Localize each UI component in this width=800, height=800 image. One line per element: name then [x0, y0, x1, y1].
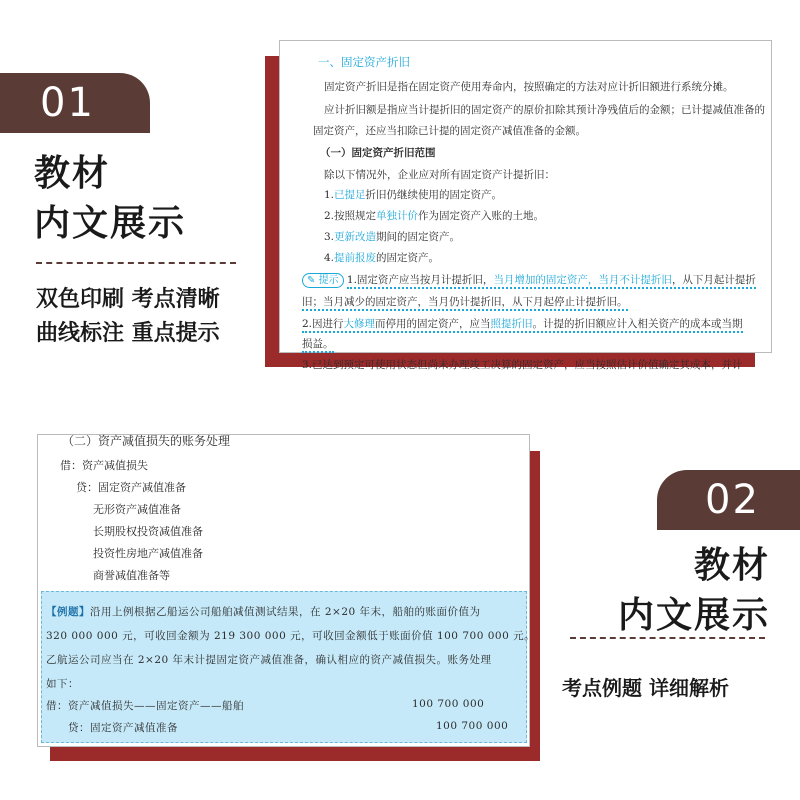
- section-title-line2: 内文展示: [617, 594, 770, 636]
- subheading: （二）资产减值损失的账务处理: [62, 434, 231, 448]
- paragraph-line: 3.已达到预定可使用状态但尚未办理竣工决算的固定资产，应当按照估计价值确定其成本，并计: [302, 359, 743, 371]
- list-item: 3.更新改造期间的固定资产。: [324, 231, 461, 243]
- feature-tag-line2: 曲线标注 重点提示: [36, 321, 220, 346]
- journal-line: 长期股权投资减值准备: [93, 525, 203, 538]
- dashed-divider: [36, 262, 236, 264]
- tip-badge: ✎ 提示: [302, 273, 344, 288]
- section-number: 01: [40, 80, 95, 126]
- journal-line: 商誉减值准备等: [93, 569, 170, 582]
- example-amount: 100 700 000: [436, 720, 509, 732]
- subheading: （一）固定资产折旧范围: [320, 147, 436, 159]
- section-number-badge-02: [657, 470, 800, 530]
- paragraph-line: 固定资产，还应当扣除已计提的固定资产减值准备的金额。: [313, 125, 586, 137]
- list-item: 2.按照规定单独计价作为固定资产入账的土地。: [324, 210, 545, 222]
- example-box: [41, 591, 536, 743]
- list-item: 4.提前报废的固定资产。: [324, 252, 440, 264]
- journal-line: 投资性房地产减值准备: [93, 547, 203, 560]
- example-label: 【例题】: [46, 606, 90, 618]
- section-title-line1: 教材: [693, 544, 770, 586]
- section-number-badge-01: [0, 73, 150, 133]
- keyword: 更新改造: [334, 231, 377, 243]
- section-title-02: [610, 540, 770, 640]
- paragraph-line: 固定资产折旧是指在固定资产使用寿命内，按照确定的方法对应计折旧额进行系统分摊。: [324, 81, 734, 93]
- section-number: 02: [705, 477, 760, 523]
- tip-line: [302, 272, 756, 288]
- section-title-line2: 内文展示: [34, 202, 187, 244]
- example-line: 【例题】沿用上例根据乙船运公司船舶减值测试结果，在 2×20 年末，船舶的账面价值为: [46, 606, 481, 618]
- keyword: 提前报废: [334, 252, 377, 264]
- tip-line: 2.因进行大修理而停用的固定资产，应当照提折旧。计提的折旧额应计入相关资产的成本或当期: [302, 316, 743, 331]
- page-heading: 一、固定资产折旧: [318, 55, 410, 69]
- list-item: 1.已提足折旧仍继续使用的固定资产。: [324, 189, 503, 201]
- paragraph-line: 除以下情况外，企业应对所有固定资产计提折旧：: [324, 169, 555, 181]
- example-line: 乙航运公司应当在 2×20 年末计提固定资产减值准备，确认相应的资产减值损失。账务处理: [46, 654, 492, 666]
- journal-line: 贷：固定资产减值准备: [76, 481, 186, 494]
- journal-line: 借：资产减值损失: [60, 459, 148, 472]
- tip-line: 损益。: [302, 336, 334, 351]
- textbook-page-sample-01: [279, 40, 772, 371]
- example-line: 如下：: [46, 678, 79, 690]
- example-line: 320 000 000 元，可收回金额为 219 300 000 元，可收回金额低于账面价值 100 700 000 元。: [46, 630, 536, 642]
- feature-tag-02: 考点例题 详细解析: [562, 676, 729, 700]
- tip-line: 旧；当月减少的固定资产，当月仍计提折旧，从下月起停止计提折旧。: [302, 294, 628, 309]
- wavy-underline-text: 1.固定资产应当按月计提折旧，当月增加的固定资产，当月不计提折旧，从下月起计提折: [347, 274, 756, 289]
- dashed-divider: [570, 637, 765, 639]
- section-title-01: [34, 148, 186, 248]
- feature-tags-01: [36, 283, 220, 351]
- textbook-page-sample-02: [37, 434, 536, 747]
- example-entry-line: 借：资产减值损失——固定资产——船舶: [46, 700, 244, 712]
- example-amount: 100 700 000: [412, 698, 485, 710]
- paragraph-line: 应计折旧额是指应当计提折旧的固定资产的原价扣除其预计净残值后的金额；已计提减值准备的: [324, 104, 765, 116]
- feature-tag-line1: 双色印刷 考点清晰: [36, 287, 220, 312]
- keyword: 单独计价: [376, 210, 419, 222]
- keyword: 已提足: [334, 189, 366, 201]
- section-title-line1: 教材: [34, 152, 111, 194]
- example-entry-line: 贷：固定资产减值准备: [68, 722, 178, 734]
- journal-line: 无形资产减值准备: [93, 503, 181, 516]
